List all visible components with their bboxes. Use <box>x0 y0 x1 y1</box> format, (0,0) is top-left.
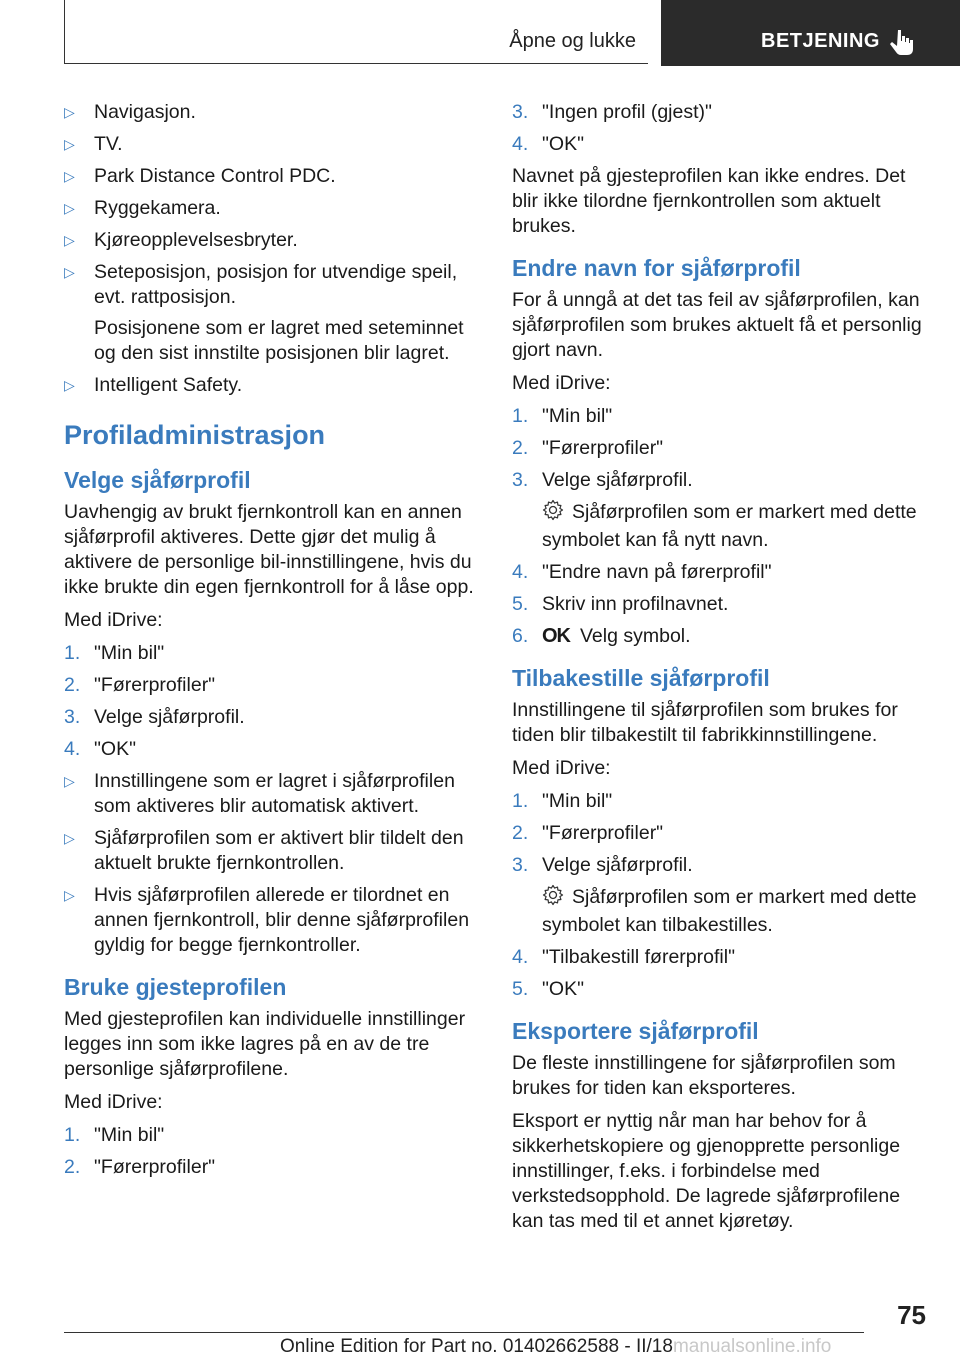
section-heading-rename-profile: Endre navn for sjåførprofil <box>512 255 801 281</box>
chapter-title: BETJENING <box>761 30 880 52</box>
list-item: ▷ Seteposisjon, posisjon for utvendige speil, evt. rattposisjon. Posisjonene som er lagret med seteminnet og den sist innstilte posisjonen blir lagret. <box>64 260 476 366</box>
step-note: Sjåførprofilen som er markert med dette symbolet kan tilbakestilles. <box>542 886 917 936</box>
page-header <box>64 0 960 66</box>
paragraph: De fleste innstillingene for sjåførprofilen som brukes for tiden kan eksporteres. <box>512 1052 896 1099</box>
paragraph: Eksport er nyttig når man har behov for å sikkerhetskopiere og gjenopprette personlige innstillinger, f.eks. i forbindelse med verkstedsopphold. De lagrede sjåførprofilene kan tas med til et annet kjøretøy. <box>512 1110 901 1232</box>
triangle-bullet-icon: ▷ <box>64 200 75 216</box>
list-item: ▷ Ryggekamera. <box>64 197 221 219</box>
step-item: 4. "OK" <box>64 738 137 760</box>
step-item: 3. Velge sjåførprofil. Sjåførprofilen som er markert med dette symbolet kan få nytt navn. <box>512 468 924 553</box>
gear-icon <box>542 884 564 913</box>
list-item: ▷ Park Distance Control PDC. <box>64 165 336 187</box>
feature-list <box>64 100 476 398</box>
list-item: ▷ Hvis sjåførprofilen allerede er tilordnet en annen fjernkontroll, blir denne sjåførprofilen gyldig for begge fjernkontroller. <box>64 884 470 956</box>
list-item: ▷ Kjøreopplevelsesbryter. <box>64 229 298 251</box>
paragraph: Med gjesteprofilen kan individuelle innstillinger legges inn som ikke lagres på en av de tre personlige sjåførprofilene. <box>64 1008 466 1080</box>
step-note: Sjåførprofilen som er markert med dette symbolet kan få nytt navn. <box>542 501 917 551</box>
edition-footer: Online Edition for Part no. 01402662588 - II/18manualsonline.info <box>280 1336 832 1357</box>
list-item: ▷ Navigasjon. <box>64 101 196 123</box>
paragraph: Navnet på gjesteprofilen kan ikke endres. Det blir ikke tilordne fjernkontrollen som aktuelt brukes. <box>512 165 906 237</box>
step-item: 2. "Førerprofiler" <box>64 1156 216 1178</box>
list-item: ▷ Innstillingene som er lagret i sjåførprofilen som aktiveres blir automatisk aktivert. <box>64 770 455 817</box>
chapter-tab <box>661 0 960 66</box>
list-item-note: Posisjonene som er lagret med seteminnet og den sist innstilte posisjonen blir lagret. <box>94 317 464 364</box>
triangle-bullet-icon: ▷ <box>64 168 75 184</box>
gear-icon <box>542 499 564 528</box>
step-item: 6. OK Velg symbol. <box>512 625 691 647</box>
step-item: 5. Skriv inn profilnavnet. <box>512 593 729 615</box>
page-number: 75 <box>897 1300 926 1330</box>
step-list <box>512 789 924 1002</box>
paragraph: Uavhengig av brukt fjernkontroll kan en annen sjåførprofil aktiveres. Dette gjør det mulig å aktivere de personlige bil-innstillingene, hvis du ikke brukte din egen fjernkontroll for å låse opp. <box>64 501 474 598</box>
step-item: 1. "Min bil" <box>512 405 613 427</box>
triangle-bullet-icon: ▷ <box>64 773 75 789</box>
section-heading-export-profile: Eksportere sjåførprofil <box>512 1018 759 1044</box>
paragraph: Med iDrive: <box>512 372 611 394</box>
list-item: ▷ TV. <box>64 133 123 155</box>
triangle-bullet-icon: ▷ <box>64 377 75 393</box>
step-item: 2. "Førerprofiler" <box>512 437 664 459</box>
step-item: 4. "OK" <box>512 133 585 155</box>
footer-divider <box>64 1332 864 1333</box>
step-list <box>512 100 924 157</box>
watermark-site: manualsonline.info <box>672 1336 832 1357</box>
step-list <box>64 1123 476 1180</box>
step-item: 5. "OK" <box>512 978 585 1000</box>
ok-symbol-icon: OK <box>542 625 570 647</box>
chapter-heading: Profiladministrasjon <box>64 420 326 450</box>
paragraph: Med iDrive: <box>512 757 611 779</box>
step-item: 3. Velge sjåførprofil. Sjåførprofilen som er markert med dette symbolet kan tilbakestilles. <box>512 853 924 938</box>
paragraph: For å unngå at det tas feil av sjåførprofilen, kan sjåførprofilen som brukes aktuelt få et personlig gjort navn. <box>512 289 922 361</box>
step-list <box>512 404 924 649</box>
section-title: Åpne og lukke <box>509 30 636 52</box>
paragraph: Med iDrive: <box>64 609 163 631</box>
section-tab <box>64 0 648 64</box>
left-column <box>64 100 476 1187</box>
step-item: 3. Velge sjåførprofil. <box>64 706 245 728</box>
paragraph: Med iDrive: <box>64 1091 163 1113</box>
triangle-bullet-icon: ▷ <box>64 887 75 903</box>
step-item: 4. "Tilbakestill førerprofil" <box>512 946 735 968</box>
section-heading-select-profile: Velge sjåførprofil <box>64 467 251 493</box>
list-item: ▷ Intelligent Safety. <box>64 374 243 396</box>
hand-pointer-icon <box>889 28 915 61</box>
triangle-bullet-icon: ▷ <box>64 232 75 248</box>
triangle-bullet-icon: ▷ <box>64 264 75 280</box>
section-heading-reset-profile: Tilbakestille sjåførprofil <box>512 665 770 691</box>
triangle-bullet-icon: ▷ <box>64 104 75 120</box>
note-list <box>64 769 476 958</box>
triangle-bullet-icon: ▷ <box>64 136 75 152</box>
step-item: 4. "Endre navn på førerprofil" <box>512 561 772 583</box>
right-column <box>512 100 924 1242</box>
step-item: 3. "Ingen profil (gjest)" <box>512 101 712 123</box>
section-heading-guest-profile: Bruke gjesteprofilen <box>64 974 287 1000</box>
step-item: 1. "Min bil" <box>512 790 613 812</box>
list-item: ▷ Sjåførprofilen som er aktivert blir tildelt den aktuelt brukte fjernkontrollen. <box>64 827 464 874</box>
step-item: 1. "Min bil" <box>64 1124 165 1146</box>
step-list <box>64 641 476 762</box>
step-item: 1. "Min bil" <box>64 642 165 664</box>
paragraph: Innstillingene til sjåførprofilen som brukes for tiden blir tilbakestilt til fabrikkinnstillingene. <box>512 699 898 746</box>
triangle-bullet-icon: ▷ <box>64 830 75 846</box>
step-item: 2. "Førerprofiler" <box>64 674 216 696</box>
step-item: 2. "Førerprofiler" <box>512 822 664 844</box>
